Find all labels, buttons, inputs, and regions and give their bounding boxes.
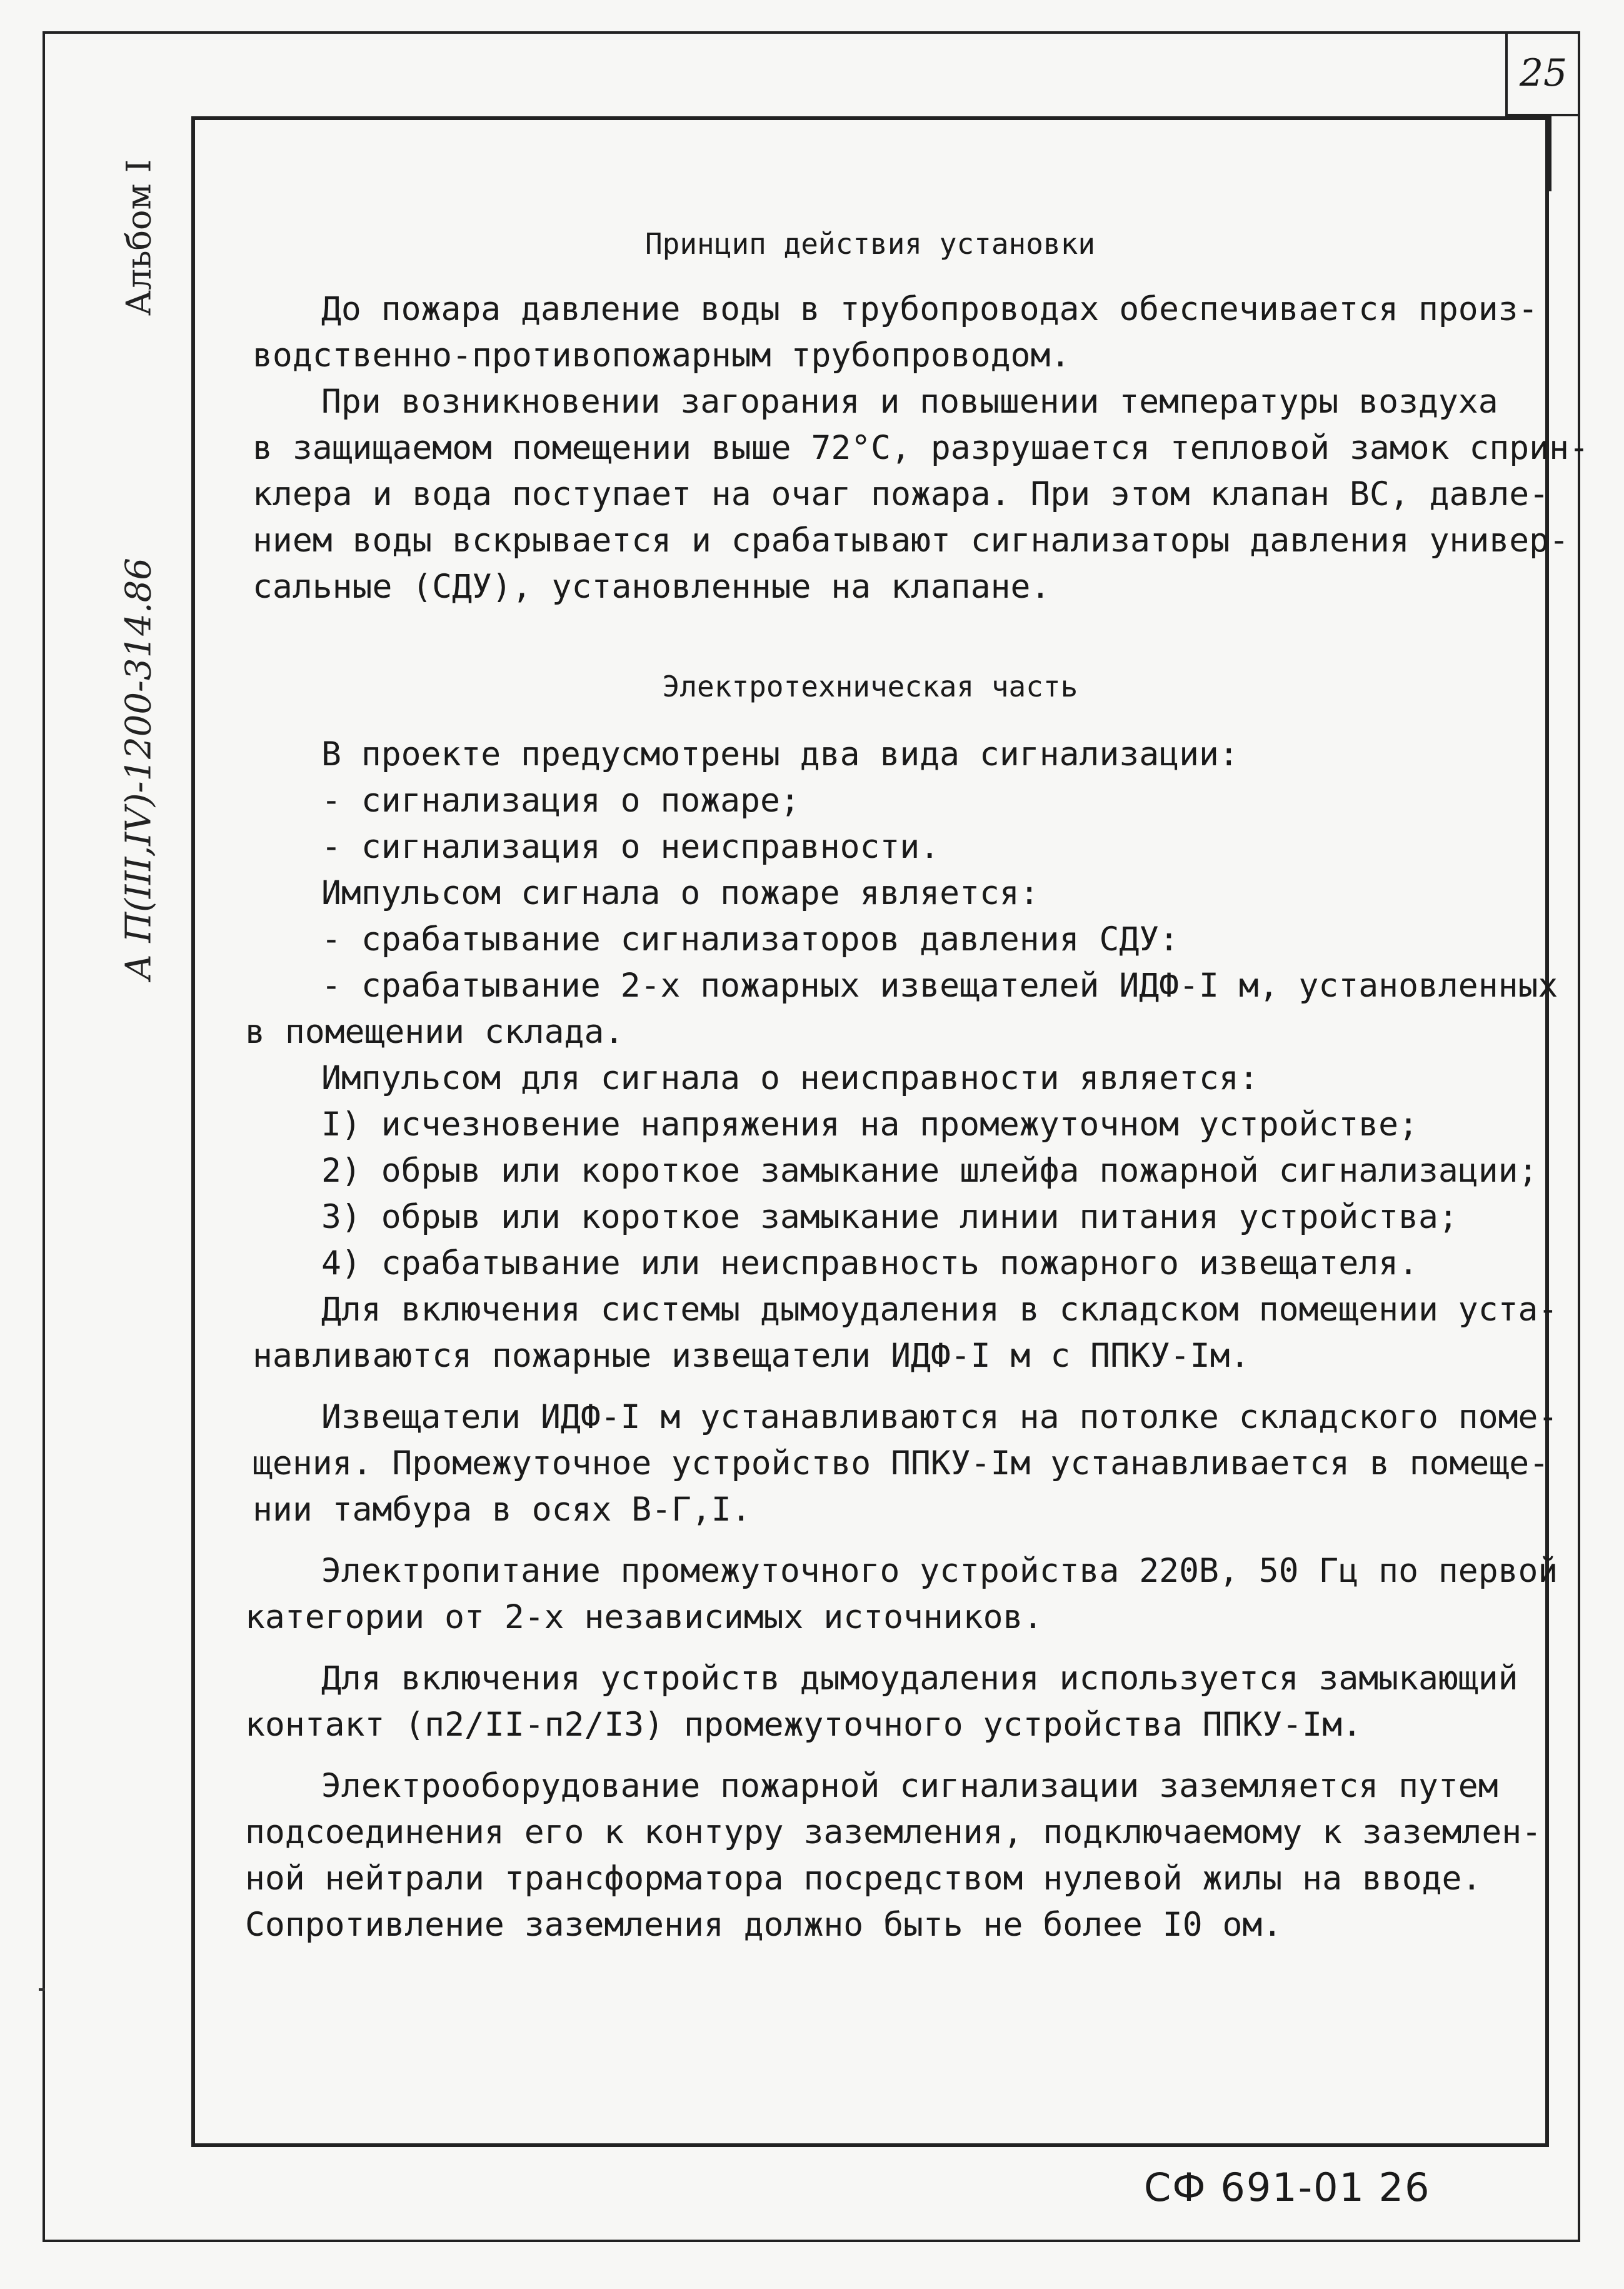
margin-mark bbox=[39, 1988, 45, 1991]
text-line: Электрооборудование пожарной сигнализации заземляется путем bbox=[321, 1767, 1498, 1805]
text-line: категории от 2-х независимых источников. bbox=[245, 1598, 1043, 1636]
text-line: Импульсом сигнала о пожаре является: bbox=[321, 874, 1040, 912]
list-item: 2) обрыв или короткое замыкание шлейфа пожарной сигнализации; bbox=[321, 1152, 1538, 1190]
text-line: щения. Промежуточное устройство ППКУ-Iм устанавливается в помеще- bbox=[253, 1444, 1550, 1482]
list-item: - сигнализация о пожаре; bbox=[321, 782, 800, 820]
text-line: При возникновении загорания и повышении температуры воздуха bbox=[321, 383, 1498, 421]
list-item: - срабатывание сигнализаторов давления СДУ: bbox=[321, 920, 1180, 958]
text-line: Для включения устройств дымоудаления используется замыкающий bbox=[321, 1659, 1518, 1698]
section-heading-principle: Принцип действия установки bbox=[644, 227, 1096, 261]
document-code: А П(III,IV)-1200-314.86 bbox=[118, 558, 159, 980]
text-line: нии тамбура в осях В-Г,I. bbox=[253, 1491, 751, 1529]
text-line: До пожара давление воды в трубопроводах обеспечивается произ- bbox=[321, 290, 1538, 328]
text-line: Импульсом для сигнала о неисправности является: bbox=[321, 1059, 1259, 1097]
text-line: навливаются пожарные извещатели ИДФ-I м с ППКУ-Iм. bbox=[253, 1337, 1250, 1375]
text-line: В проекте предусмотрены два вида сигнализации: bbox=[321, 735, 1239, 773]
text-line: подсоединения его к контуру заземления, подключаемому к заземлен- bbox=[245, 1813, 1542, 1851]
list-item: - срабатывание 2-х пожарных извещателей ИДФ-I м, установленных bbox=[321, 967, 1558, 1005]
list-item: 4) срабатывание или неисправность пожарного извещателя. bbox=[321, 1244, 1418, 1282]
page-number: 25 bbox=[1505, 33, 1579, 116]
text-line: Электропитание промежуточного устройства 220В, 50 Гц по первой bbox=[321, 1552, 1558, 1590]
text-line: в защищаемом помещении выше 72°С, разрушается тепловой замок сприн- bbox=[253, 429, 1589, 467]
text-line: контакт (п2/II-п2/I3) промежуточного устройства ППКУ-Iм. bbox=[245, 1706, 1362, 1744]
document-stamp: СФ 691-01 26 bbox=[1144, 2165, 1431, 2210]
text-line: Извещатели ИДФ-I м устанавливаются на потолке складского поме- bbox=[321, 1398, 1558, 1436]
list-item: 3) обрыв или короткое замыкание линии питания устройства; bbox=[321, 1198, 1458, 1236]
text-line: нием воды вскрывается и срабатывают сигнализаторы давления универ- bbox=[253, 521, 1569, 560]
frame-divider bbox=[1549, 116, 1551, 191]
text-line: клера и вода поступает на очаг пожара. При этом клапан ВС, давле- bbox=[253, 475, 1550, 513]
text-line: водственно-противопожарным трубопроводом. bbox=[253, 336, 1071, 375]
list-item: I) исчезновение напряжения на промежуточном устройстве; bbox=[321, 1105, 1418, 1144]
list-item: - сигнализация о неисправности. bbox=[321, 828, 940, 866]
text-line: Для включения системы дымоудаления в складском помещении уста- bbox=[321, 1290, 1558, 1329]
section-heading-electrical: Электротехническая часть bbox=[662, 670, 1078, 703]
text-line: в помещении склада. bbox=[245, 1013, 624, 1051]
text-line: Сопротивление заземления должно быть не более I0 ом. bbox=[245, 1906, 1283, 1944]
text-line: сальные (СДУ), установленные на клапане. bbox=[253, 568, 1051, 606]
album-label: Альбом I bbox=[119, 159, 159, 316]
text-line: ной нейтрали трансформатора посредством нулевой жилы на вводе. bbox=[245, 1859, 1482, 1898]
